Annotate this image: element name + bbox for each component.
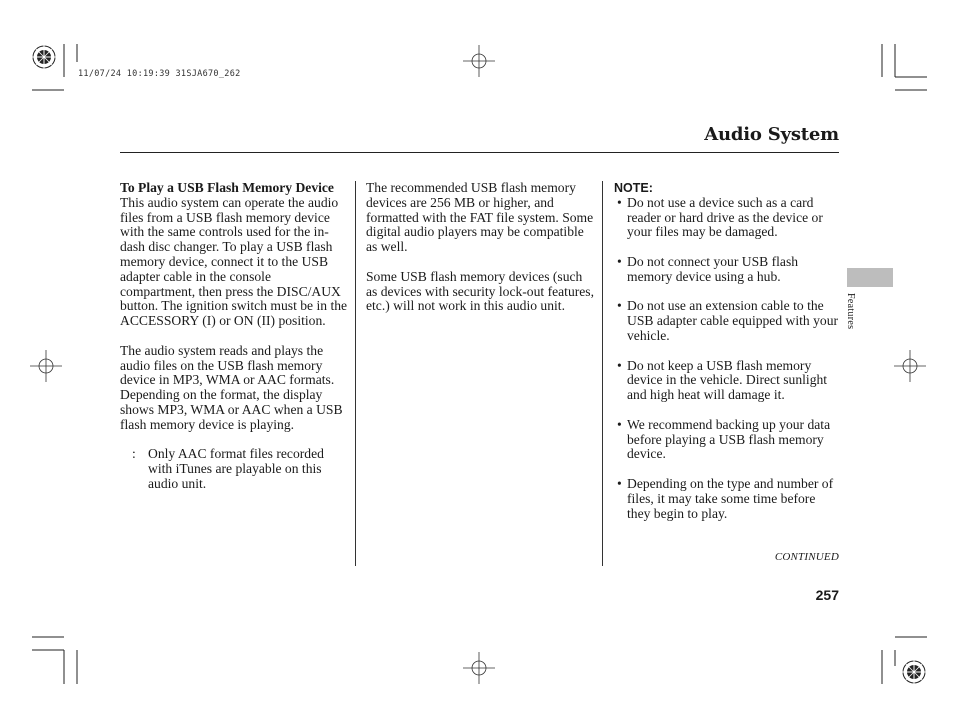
list-item: • Depending on the type and number of files, it may take some time before they begin to play. [617, 475, 834, 521]
page-number: 257 [815, 587, 839, 603]
crosshair-icon [463, 45, 495, 77]
title-rule [120, 152, 839, 153]
list-item: • Do not connect your USB flash memory device using a hub. [617, 253, 799, 284]
footnote [120, 447, 348, 491]
crosshair-icon [894, 350, 926, 382]
paragraph: The recommended USB flash memory devices are 256 MB or higher, and formatted with the FAT file system. Some digital audio players may be compatible as well. [366, 180, 594, 255]
note-label: NOTE: [614, 181, 653, 195]
crosshair-icon [30, 350, 62, 382]
column-divider [602, 181, 603, 566]
list-item-text: We recommend backing up your data before playing a USB flash memory device. [627, 416, 831, 462]
column-divider [355, 181, 356, 566]
page-title: Audio System [704, 124, 839, 145]
list-item: • Do not use a device such as a card reader or hard drive as the device or your files may be damaged. [617, 194, 823, 240]
column-2 [366, 181, 594, 314]
list-item: • Do not keep a USB flash memory device in the vehicle. Direct sunlight and high heat will damage it. [617, 357, 828, 403]
list-item: • We recommend backing up your data before playing a USB flash memory device. [617, 416, 831, 462]
list-item: • Do not use an extension cable to the USB adapter cable equipped with your vehicle. [617, 298, 839, 343]
registration-target-icon [900, 658, 928, 686]
section-tab-label: Features [845, 293, 856, 330]
print-stamp: 11/07/24 10:19:39 31SJA670_262 [78, 69, 241, 79]
section-tab [847, 268, 893, 287]
list-item-text: Do not use a device such as a card reader or hard drive as the device or your files may be damaged. [627, 194, 823, 240]
column-1 [120, 181, 348, 492]
paragraph: Some USB flash memory devices (such as devices with security lock-out features, etc.) will not work in this audio unit. [366, 268, 594, 314]
footnote-text: Only AAC format files recorded with iTunes are playable on this audio unit. [148, 446, 324, 491]
footnote-marker: : [132, 446, 136, 462]
column-3 [614, 181, 842, 521]
list-item-text: Do not keep a USB flash memory device in the vehicle. Direct sunlight and high heat will damage it. [627, 357, 828, 403]
list-item-text: Do not connect your USB flash memory device using a hub. [627, 253, 799, 284]
paragraph: This audio system can operate the audio files from a USB flash memory device with the same controls used for the in-dash disc changer. To play a USB flash memory device, connect it to the USB adapter cable in the console compartment, then press the DISC/AUX button. The ignition switch must be in the ACCESSORY (I) or ON (II) position. [120, 194, 348, 329]
list-item-text: Do not use an extension cable to the USB adapter cable equipped with your vehicle. [627, 298, 839, 343]
crosshair-icon [463, 652, 495, 684]
list-item-text: Depending on the type and number of files, it may take some time before they begin to play. [627, 475, 834, 521]
paragraph: The audio system reads and plays the audio files on the USB flash memory device in MP3, WMA or AAC formats. Depending on the format, the display shows MP3, WMA or AAC when a USB flash memory device is playing. [120, 342, 343, 432]
continued-label: CONTINUED [774, 551, 839, 563]
registration-target-icon [30, 43, 58, 71]
section-heading: To Play a USB Flash Memory Device [120, 180, 334, 195]
